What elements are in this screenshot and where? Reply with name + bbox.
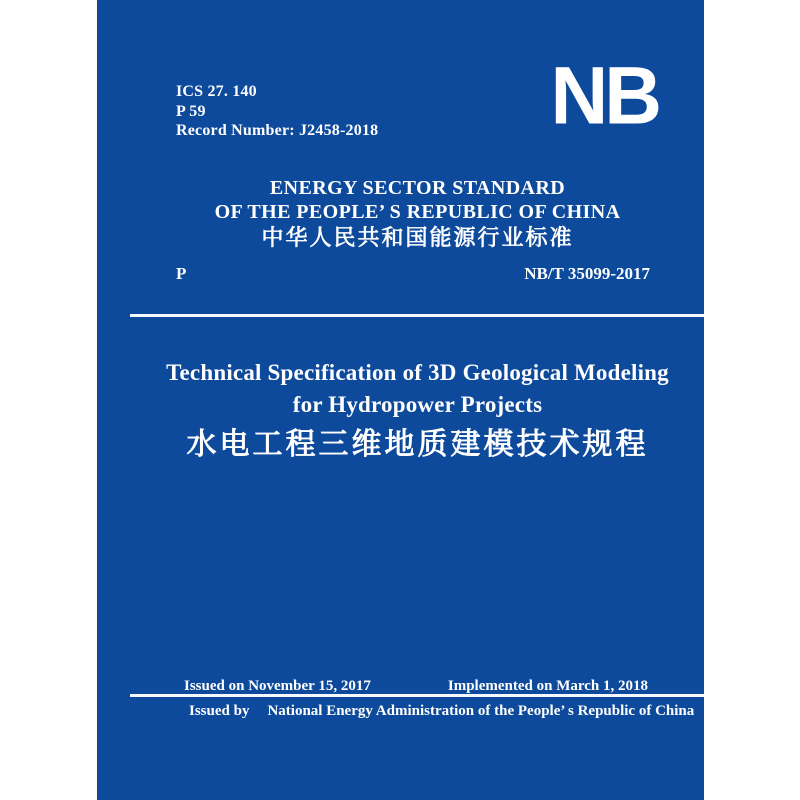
issued-by-row	[189, 702, 704, 721]
classification-code: P 59	[176, 102, 206, 120]
standard-name-en-line2: OF THE PEOPLE’ S REPUBLIC OF CHINA	[214, 201, 621, 223]
standard-number: NB/T 35099-2017	[524, 264, 650, 283]
meta-block	[176, 82, 378, 141]
title-en-line2: for Hydropower Projects	[292, 392, 543, 417]
standard-name-zh: 中华人民共和国能源行业标准	[261, 225, 574, 250]
standard-cover	[97, 0, 704, 800]
document-title-block	[131, 357, 704, 465]
issued-date: Issued on November 15, 2017	[184, 678, 371, 694]
divider-bottom	[130, 694, 704, 697]
standard-name-en-line1: ENERGY SECTOR STANDARD	[269, 177, 566, 199]
dates-row	[184, 677, 648, 695]
class-number-row	[176, 264, 650, 284]
ics-code: ICS 27. 140	[176, 83, 257, 100]
title-en-line1: Technical Specification of 3D Geological Modeling	[166, 360, 669, 385]
record-number: Record Number: J2458-2018	[176, 122, 379, 139]
issued-by-label: Issued by	[189, 703, 250, 719]
implemented-date: Implemented on March 1, 2018	[447, 678, 648, 694]
nb-logo: NB	[550, 50, 658, 141]
title-zh: 水电工程三维地质建模技术规程	[186, 428, 649, 461]
issued-by-org: National Energy Administration of the People’ s Republic of China	[267, 703, 695, 719]
standard-name-block	[131, 176, 704, 251]
class-letter: P	[176, 264, 187, 283]
divider-top	[130, 314, 704, 317]
